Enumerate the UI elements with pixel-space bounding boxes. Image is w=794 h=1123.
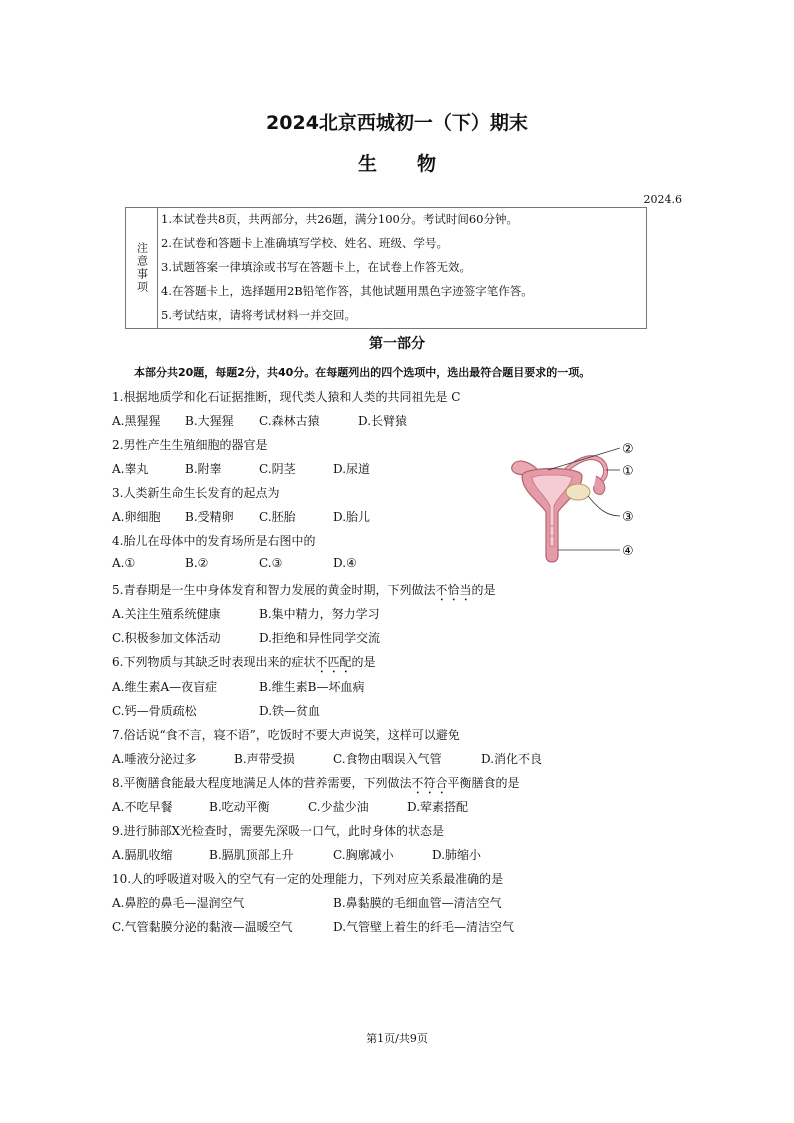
stem-text: 6.下列物质与其缺乏时表现出来的症状 xyxy=(112,655,316,669)
option: B.膈肌顶部上升 xyxy=(209,848,294,862)
option: C.气管黏膜分泌的黏液—温暖空气 xyxy=(112,920,293,934)
section-instruction: 本部分共20题，每题2分，共40分。在每题列出的四个选项中，选出最符合题目要求的一项。 xyxy=(134,366,591,379)
option: A.唾液分泌过多 xyxy=(112,752,197,766)
notice-box xyxy=(125,207,647,329)
question-stem: 1.根据地质学和化石证据推断，现代类人猿和人类的共同祖先是 C xyxy=(112,390,461,404)
option: D.气管壁上着生的纤毛—清洁空气 xyxy=(333,920,515,934)
leader-line-3 xyxy=(588,496,620,516)
option: B.声带受损 xyxy=(234,752,295,766)
question-stem: 9.进行肺部X光检查时，需要先深吸一口气，此时身体的状态是 xyxy=(112,824,444,838)
option: D.④ xyxy=(333,556,357,570)
option: A.睾丸 xyxy=(112,462,149,476)
option: D.铁—贫血 xyxy=(259,704,321,718)
option: C.钙—骨质疏松 xyxy=(112,704,197,718)
label-1: ① xyxy=(622,464,634,479)
option: B.附睾 xyxy=(185,462,222,476)
section-title: 第一部分 xyxy=(369,336,425,352)
stem-text: 平衡膳食的是 xyxy=(447,776,520,790)
question-stem: 4.胎儿在母体中的发育场所是右图中的 xyxy=(112,534,316,548)
option: A.卵细胞 xyxy=(112,510,161,524)
option: C.森林古猿 xyxy=(259,414,320,428)
option: B.吃动平衡 xyxy=(209,800,270,814)
option: A.黑猩猩 xyxy=(112,414,161,428)
emphasis-text: 不符合 xyxy=(411,776,448,790)
question-stem: 7.俗话说“食不言，寝不语”，吃饭时不要大声说笑，这样可以避免 xyxy=(112,728,460,742)
option: C.③ xyxy=(259,556,283,570)
option: B.鼻黏膜的毛细血管—清洁空气 xyxy=(333,896,502,910)
emphasis-text: 不匹配 xyxy=(315,655,352,669)
question-stem: 2.男性产生生殖细胞的器官是 xyxy=(112,438,268,452)
option: D.拒绝和异性同学交流 xyxy=(259,631,381,645)
uterine-cavity xyxy=(532,475,572,546)
notice-items xyxy=(158,208,646,328)
page-number: 第1页/共9页 xyxy=(366,1032,428,1045)
option: B.维生素B—坏血病 xyxy=(259,680,365,694)
option: D.消化不良 xyxy=(481,752,543,766)
stem-text: 8.平衡膳食能最大程度地满足人体的营养需要，下列做法 xyxy=(112,776,412,790)
exam-title: 2024北京西城初一（下）期末 xyxy=(266,112,528,134)
option: C.积极参加文体活动 xyxy=(112,631,221,645)
option: B.受精卵 xyxy=(185,510,234,524)
option: B.集中精力，努力学习 xyxy=(259,607,380,621)
notice-item: 3.试题答案一律填涂或书写在答题卡上，在试卷上作答无效。 xyxy=(161,260,471,274)
stem-text: 的是 xyxy=(471,583,496,597)
option: C.阴茎 xyxy=(259,462,296,476)
label-3: ③ xyxy=(622,510,634,525)
option: D.肺缩小 xyxy=(432,848,482,862)
option: A.① xyxy=(112,556,136,570)
notice-item: 4.在答题卡上，选择题用2B铅笔作答，其他试题用黑色字迹签字笔作答。 xyxy=(161,284,533,298)
option: B.② xyxy=(185,556,209,570)
subject-title: 生物 xyxy=(357,153,476,175)
question-stem: 10.人的呼吸道对吸入的空气有一定的处理能力，下列对应关系最准确的是 xyxy=(112,872,504,886)
question-stem: 3.人类新生命生长发育的起点为 xyxy=(112,486,280,500)
label-2: ② xyxy=(622,442,634,457)
notice-item: 2.在试卷和答题卡上准确填写学校、姓名、班级、学号。 xyxy=(161,236,448,250)
option: D.长臂猿 xyxy=(358,414,408,428)
question-stem xyxy=(112,774,519,797)
option: C.少盐少油 xyxy=(308,800,369,814)
option: C.胸廓减小 xyxy=(333,848,394,862)
stem-text: 5.青春期是一生中身体发育和智力发展的黄金时期，下列做法 xyxy=(112,583,436,597)
emphasis-text: 不恰当 xyxy=(435,583,472,597)
option: A.关注生殖系统健康 xyxy=(112,607,221,621)
option: A.膈肌收缩 xyxy=(112,848,173,862)
uterus-illustration xyxy=(508,436,648,576)
ovary xyxy=(566,484,590,500)
option: A.鼻腔的鼻毛—湿润空气 xyxy=(112,896,245,910)
notice-label: 注意事项 xyxy=(135,242,149,294)
question-stem xyxy=(112,581,495,604)
exam-date: 2024.6 xyxy=(643,193,682,206)
notice-item: 1.本试卷共8页，共两部分，共26题，满分100分。考试时间60分钟。 xyxy=(161,212,519,226)
notice-label-cell xyxy=(126,208,158,328)
leader-line-2 xyxy=(548,448,620,470)
option: D.尿道 xyxy=(333,462,371,476)
reproductive-system-diagram xyxy=(508,436,648,576)
question-stem xyxy=(112,653,375,676)
option: C.胚胎 xyxy=(259,510,296,524)
option: C.食物由咽误入气管 xyxy=(333,752,442,766)
label-4: ④ xyxy=(622,544,634,559)
option: A.不吃早餐 xyxy=(112,800,173,814)
stem-text: 的是 xyxy=(351,655,376,669)
option: D.荤素搭配 xyxy=(407,800,469,814)
option: D.胎儿 xyxy=(333,510,371,524)
option: B.大猩猩 xyxy=(185,414,234,428)
notice-item: 5.考试结束，请将考试材料一并交回。 xyxy=(161,308,356,322)
option: A.维生素A—夜盲症 xyxy=(112,680,218,694)
